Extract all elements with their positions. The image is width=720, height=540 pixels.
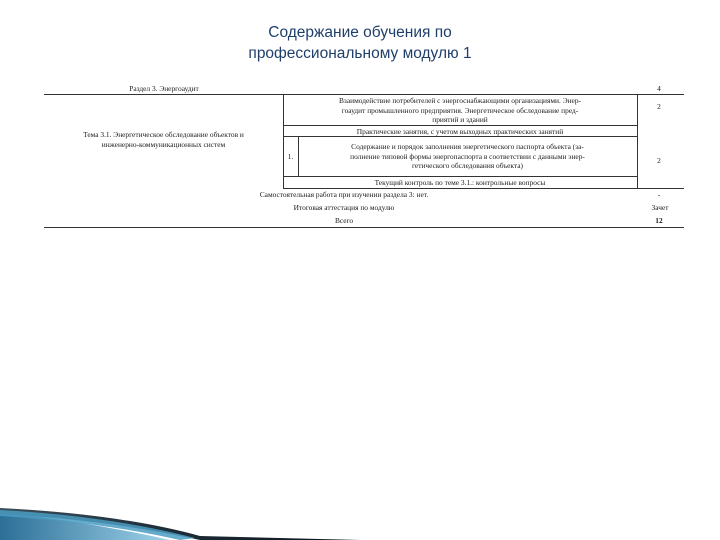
content-hours: 2 — [657, 102, 661, 111]
slide-title-line-1: Содержание обучения по — [268, 24, 452, 41]
topic-title-line-2: инженерно-коммуникационных систем — [101, 139, 226, 149]
topic-title-line-1: Тема 3.1. Энергетическое обследование объектов и — [83, 130, 244, 139]
curriculum-table — [44, 80, 684, 230]
table-rule — [283, 188, 684, 189]
topic-title — [44, 130, 283, 149]
practice-header: Практические занятия, с учетом выходных практических занятий — [356, 127, 564, 136]
attestation-value: Зачет — [651, 203, 669, 212]
practice-text — [298, 142, 637, 171]
table-rule — [44, 227, 684, 228]
section-title: Раздел 3. Энергоаудит — [129, 84, 199, 93]
table-rule — [283, 125, 637, 126]
table-rule — [44, 94, 684, 95]
table-rule — [283, 176, 637, 177]
content-line-3: приятий и зданий — [432, 115, 488, 124]
content-line-1: Взаимодействие потребителей с энергоснабжающими организациями. Энер- — [339, 96, 581, 105]
slide-title-line-2: профессиональному модулю 1 — [248, 45, 472, 62]
practice-number: 1. — [287, 152, 294, 161]
section-hours: 4 — [657, 84, 661, 93]
practice-line-2: полнение типовой формы энергопаспорта в соответствии с данными энер- — [350, 151, 585, 161]
content-line-2: гоаудит промышленного предприятия. Энергетическое обследование пред- — [341, 105, 579, 115]
practice-hours: 2 — [657, 156, 661, 165]
control-text: Текущий контроль по теме 3.1.: контрольные вопросы — [374, 178, 546, 187]
practice-line-1: Содержание и порядок заполнения энергетического паспорта объекта (за- — [351, 142, 584, 151]
practice-line-3: гетического обследования объекта) — [412, 161, 523, 170]
table-rule — [637, 94, 638, 188]
attestation: Итоговая аттестация по модулю — [293, 203, 395, 212]
content-text — [283, 96, 637, 125]
independent-value: - — [657, 190, 661, 199]
total-value: 12 — [655, 216, 663, 225]
independent-work: Самостоятельная работа при изучении раздела 3: нет. — [259, 190, 429, 199]
slide-title — [180, 22, 540, 64]
decorative-swoosh — [0, 450, 360, 540]
total-label: Всего — [334, 216, 354, 225]
